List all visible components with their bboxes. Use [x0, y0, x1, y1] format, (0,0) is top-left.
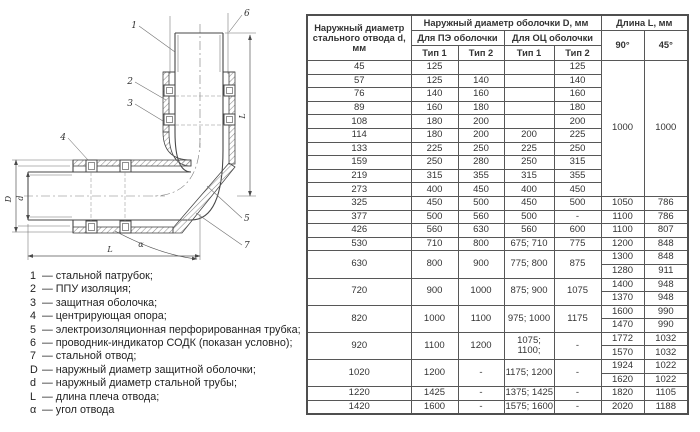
cell-L90: 1620 [601, 373, 644, 387]
legend-item: 7 — стальной отвод; [30, 350, 137, 363]
header-shell-diameter: Наружный диаметр оболочки D, мм [411, 15, 601, 31]
centering-supports [86, 85, 235, 233]
cell-oc-type2: - [554, 387, 601, 401]
cell-L90: 1400 [601, 278, 644, 292]
cell-oc-type1: 250 [504, 156, 554, 170]
cell-d: 426 [307, 224, 411, 238]
elbow-drawing [0, 0, 300, 266]
cell-pe-type1: 1200 [411, 360, 458, 387]
table-row [307, 400, 688, 414]
cell-oc-type1: 200 [504, 128, 554, 142]
cell-L90: 1280 [601, 264, 644, 278]
legend-item: 4 — центрирующая опора; [30, 310, 167, 323]
cell-oc-type1: 1375; 1425 [505, 387, 554, 399]
cell-d: 325 [307, 196, 411, 210]
callout-4: 4 [60, 133, 66, 143]
cell-pe-type1: 1000 [411, 305, 458, 332]
cell-L90: 1200 [601, 237, 644, 251]
legend-text: наружный диаметр стальной трубы; [55, 377, 237, 390]
cell-L45: 786 [644, 196, 688, 210]
cell-pe-type1: 1425 [411, 387, 458, 401]
header-length: Длина L, мм [601, 15, 688, 31]
cell-oc-type2: 160 [554, 88, 601, 102]
callout-7: 7 [244, 241, 250, 251]
cell-oc-type2: - [554, 332, 601, 359]
cell-L90: 1820 [601, 387, 644, 401]
cell-pe-type2 [458, 61, 504, 75]
legend-text: электроизоляционная перфорированная трубка; [55, 323, 301, 336]
dim-label-L-right: L [238, 113, 247, 119]
spec-table [306, 14, 689, 415]
spec-table-header [307, 15, 688, 61]
header-steel-diameter: Наружный диаметр стального отвода d, мм [307, 15, 411, 61]
legend-key: 2 [30, 283, 37, 296]
cell-L90: 1300 [601, 251, 644, 265]
cell-L45: 848 [644, 237, 688, 251]
header-oc-type2: Тип 2 [554, 46, 601, 61]
cell-oc-type1: 1075; 1100; [504, 332, 554, 359]
cell-pe-type2: 180 [458, 101, 504, 115]
cell-pe-type1: 180 [411, 115, 458, 129]
cell-pe-type2: 280 [458, 156, 504, 170]
cell-pe-type1: 1600 [411, 400, 458, 414]
legend-text: угол отвода [55, 403, 115, 416]
cell-pe-type1: 500 [411, 210, 458, 224]
cell-oc-type2: 125 [554, 61, 601, 75]
cell-d: 159 [307, 156, 411, 170]
legend-item: 2 — ППУ изоляция; [30, 283, 132, 296]
cell-L45: 1000 [644, 61, 688, 197]
cell-L45: 1022 [644, 360, 688, 374]
cell-pe-type2: 500 [458, 196, 504, 210]
cell-L45: 807 [644, 224, 688, 238]
cell-pe-type1: 450 [411, 196, 458, 210]
cell-pe-type2: 250 [458, 142, 504, 156]
cell-pe-type1: 225 [411, 142, 458, 156]
cell-pe-type1: 800 [411, 251, 458, 278]
legend-item: 5 — электроизоляционная перфорированная трубка; [30, 323, 301, 336]
cell-oc-type1: 315 [504, 169, 554, 183]
legend-item: α — угол отвода [30, 403, 115, 416]
legend-key: 7 [30, 350, 37, 363]
cell-pe-type1: 900 [411, 278, 458, 305]
header-angle-90: 90° [601, 31, 644, 61]
table-row [307, 196, 688, 210]
cell-oc-type2: 875 [554, 251, 601, 278]
table-row [307, 387, 688, 401]
dim-label-alpha: α [138, 240, 144, 249]
legend-key: L [30, 390, 37, 403]
cell-oc-type2: 250 [554, 142, 601, 156]
cell-pe-type2: 1200 [458, 332, 504, 359]
cell-oc-type1 [504, 61, 554, 75]
cell-L45: 786 [644, 210, 688, 224]
table-row [307, 278, 688, 292]
cell-oc-type1: 560 [504, 224, 554, 238]
sodk-wires [18, 13, 228, 226]
dim-label-d: d [16, 195, 25, 201]
cell-oc-type2: 450 [554, 183, 601, 197]
cell-L45: 1105 [644, 387, 688, 401]
legend [30, 270, 320, 417]
legend-key: D [30, 363, 38, 376]
cell-oc-type2: 180 [554, 101, 601, 115]
header-pe-type2: Тип 2 [458, 46, 504, 61]
cell-pe-type2: 1000 [458, 278, 504, 305]
legend-text: наружный диаметр защитной оболочки; [55, 363, 256, 376]
cell-oc-type2: 1075 [554, 278, 601, 305]
cell-pe-type2: 355 [458, 169, 504, 183]
cell-L45: 1032 [644, 332, 688, 346]
legend-key: 5 [30, 323, 37, 336]
cell-oc-type2: - [554, 400, 601, 414]
legend-key: 4 [30, 310, 37, 323]
cell-pe-type2: 1100 [458, 305, 504, 332]
legend-key: 6 [30, 336, 37, 349]
cell-d: 114 [307, 128, 411, 142]
cell-oc-type1: 225 [504, 142, 554, 156]
cell-oc-type1: 1575; 1600 [504, 400, 554, 414]
cell-L45: 1032 [644, 346, 688, 360]
cell-oc-type2: 200 [554, 115, 601, 129]
cell-pe-type1: 400 [411, 183, 458, 197]
elbow-drawing-svg [0, 0, 300, 266]
legend-text: длина плеча отвода; [55, 390, 160, 403]
cell-L90: 1100 [601, 224, 644, 238]
header-pe-shell: Для ПЭ оболочки [411, 31, 504, 46]
cell-pe-type1: 315 [411, 169, 458, 183]
cell-oc-type1 [504, 74, 554, 88]
cell-oc-type1: 775; 800 [504, 251, 554, 278]
legend-item: 3 — защитная оболочка; [30, 296, 158, 309]
table-row [307, 305, 688, 319]
legend-text: проводник-индикатор СОДК (показан условно); [55, 336, 293, 349]
cell-L90: 1772 [601, 332, 644, 346]
table-row [307, 360, 688, 374]
cell-d: 273 [307, 183, 411, 197]
header-pe-type1: Тип 1 [411, 46, 458, 61]
steel-pipe [28, 33, 223, 220]
cell-d: 720 [307, 278, 411, 305]
cell-pe-type2: 560 [458, 210, 504, 224]
cell-oc-type1 [504, 88, 554, 102]
cell-L90: 1100 [601, 210, 644, 224]
legend-text: стальной отвод; [55, 350, 137, 363]
legend-item: D — наружный диаметр защитной оболочки; [30, 363, 256, 376]
cell-d: 45 [307, 61, 411, 75]
cell-oc-type2: - [554, 210, 601, 224]
cell-pe-type2: 140 [458, 74, 504, 88]
callout-6: 6 [244, 9, 250, 19]
legend-key: α [30, 403, 37, 416]
cell-d: 377 [307, 210, 411, 224]
cell-oc-type1: 675; 710 [504, 237, 554, 251]
callout-2: 2 [127, 77, 133, 87]
dimension-L-bottom [28, 214, 200, 260]
cell-oc-type2: 355 [554, 169, 601, 183]
cell-pe-type2: 630 [458, 224, 504, 238]
cell-L90: 1600 [601, 305, 644, 319]
cell-L45: 1022 [644, 373, 688, 387]
cell-oc-type2: 1175 [554, 305, 601, 332]
cell-oc-type2: - [554, 360, 601, 387]
cell-pe-type1: 125 [411, 74, 458, 88]
cell-pe-type1: 1100 [411, 332, 458, 359]
table-row [307, 210, 688, 224]
table-row [307, 224, 688, 238]
cell-pe-type1: 250 [411, 156, 458, 170]
cell-oc-type1: 1175; 1200 [504, 360, 554, 387]
header-oc-shell: Для ОЦ оболочки [504, 31, 601, 46]
dim-label-L-bottom: L [107, 245, 113, 254]
cell-oc-type2: 315 [554, 156, 601, 170]
cell-oc-type2: 225 [554, 128, 601, 142]
cell-pe-type1: 710 [411, 237, 458, 251]
legend-text: центрирующая опора; [55, 310, 167, 323]
cell-L45: 848 [644, 251, 688, 265]
table-row [307, 237, 688, 251]
legend-text: ППУ изоляция; [55, 283, 132, 296]
cell-d: 108 [307, 115, 411, 129]
cell-L45: 990 [644, 319, 688, 333]
legend-item: L — длина плеча отвода; [30, 390, 160, 403]
cell-d: 820 [307, 305, 411, 332]
cell-d: 1420 [307, 400, 411, 414]
cell-pe-type1: 160 [411, 101, 458, 115]
cell-oc-type2: 500 [554, 196, 601, 210]
header-angle-45: 45° [644, 31, 688, 61]
cell-oc-type1: 975; 1000 [504, 305, 554, 332]
cell-pe-type1: 560 [411, 224, 458, 238]
legend-item: 1 — стальной патрубок; [30, 270, 153, 282]
cell-d: 89 [307, 101, 411, 115]
cell-pe-type2: - [458, 360, 504, 387]
legend-item: 6 — проводник-индикатор СОДК (показан условно); [30, 336, 293, 349]
cell-oc-type1: 875; 900 [504, 278, 554, 305]
cell-pe-type2: 160 [458, 88, 504, 102]
legend-text: защитная оболочка; [55, 296, 158, 309]
legend-key: 3 [30, 296, 37, 309]
cell-d: 133 [307, 142, 411, 156]
cell-L90: 1470 [601, 319, 644, 333]
callout-5: 5 [244, 214, 250, 224]
legend-key: d [30, 377, 37, 390]
dimension-alpha [115, 231, 197, 259]
cell-oc-type1 [504, 101, 554, 115]
cell-pe-type2: 800 [458, 237, 504, 251]
legend-text: стальной патрубок; [55, 270, 153, 282]
spec-table-body [307, 61, 688, 415]
cell-oc-type1: 400 [504, 183, 554, 197]
cell-oc-type2: 600 [554, 224, 601, 238]
table-row [307, 61, 688, 75]
cell-d: 219 [307, 169, 411, 183]
cell-pe-type2: 200 [458, 115, 504, 129]
cell-oc-type2: 775 [554, 237, 601, 251]
callouts [59, 9, 250, 251]
cell-oc-type2: 140 [554, 74, 601, 88]
cell-L90: 2020 [601, 400, 644, 414]
casing [73, 72, 235, 233]
cell-d: 57 [307, 74, 411, 88]
cell-L90: 1050 [601, 196, 644, 210]
header-oc-type1: Тип 1 [504, 46, 554, 61]
cell-L45: 1188 [644, 400, 688, 414]
cell-pe-type1: 180 [411, 128, 458, 142]
cell-d: 76 [307, 88, 411, 102]
cell-pe-type2: 900 [458, 251, 504, 278]
cell-d: 1020 [307, 360, 411, 387]
cell-oc-type1: 500 [504, 210, 554, 224]
cell-pe-type2: 200 [458, 128, 504, 142]
cell-d: 530 [307, 237, 411, 251]
cell-oc-type1 [504, 115, 554, 129]
cell-pe-type2: 450 [458, 183, 504, 197]
cell-L90: 1924 [601, 360, 644, 374]
legend-item: d — наружный диаметр стальной трубы; [30, 377, 237, 390]
legend-key: 1 [30, 270, 37, 282]
cell-oc-type1: 450 [504, 196, 554, 210]
cell-L45: 948 [644, 278, 688, 292]
cell-L90: 1570 [601, 346, 644, 360]
callout-3: 3 [127, 99, 133, 109]
cell-d: 630 [307, 251, 411, 278]
cell-pe-type2: - [458, 387, 504, 401]
cell-pe-type2: - [458, 400, 504, 414]
cell-d: 1220 [307, 387, 411, 401]
callout-1: 1 [131, 21, 137, 31]
cell-L45: 990 [644, 305, 688, 319]
dim-label-D: D [4, 195, 13, 203]
cell-L90: 1000 [601, 61, 644, 197]
cell-pe-type1: 125 [411, 61, 458, 75]
table-row [307, 251, 688, 265]
cell-pe-type1: 140 [411, 88, 458, 102]
cell-L90: 1370 [601, 292, 644, 306]
cell-d: 920 [307, 332, 411, 359]
cell-L45: 948 [644, 292, 688, 306]
table-row [307, 332, 688, 346]
cell-L45: 911 [644, 264, 688, 278]
